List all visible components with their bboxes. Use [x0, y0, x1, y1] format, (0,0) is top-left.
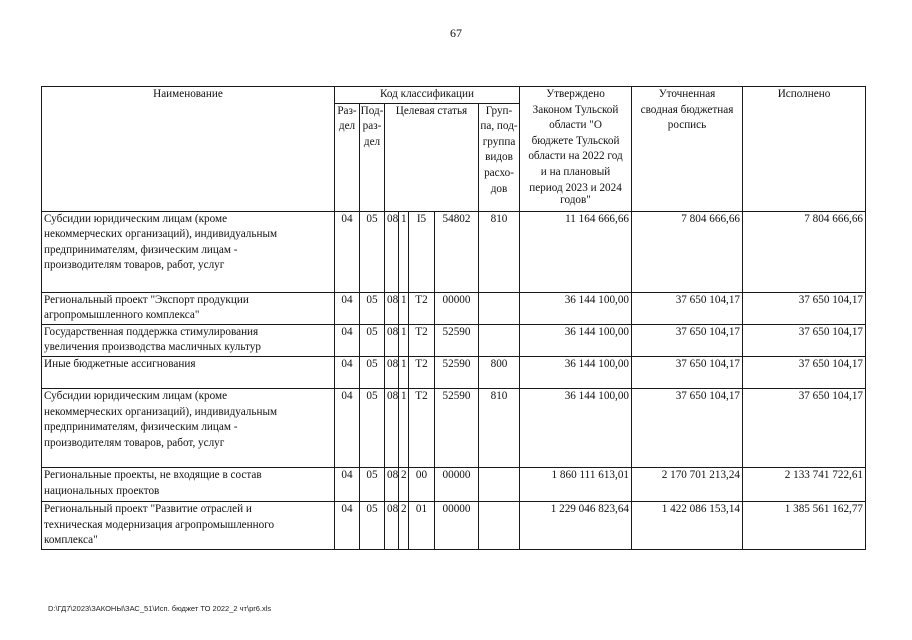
- row-target-main: T2: [409, 356, 435, 388]
- row-name: Субсидии юридическим лицам (кроме некоммерческих организаций), индивидуальным предпринимателям, физическим лицам - производителям товаров, работ, услуг: [42, 211, 335, 292]
- row-name: Региональный проект "Развитие отраслей и техническая модернизация агропромышленного комплекса": [42, 501, 335, 549]
- row-refined: 37 650 104,17: [632, 356, 743, 388]
- row-section: 04: [335, 467, 360, 501]
- row-subsection: 05: [360, 324, 385, 356]
- row-target-type: 1: [399, 388, 409, 467]
- table-row: [42, 356, 866, 388]
- row-approved: 1 229 046 823,64: [520, 501, 632, 549]
- file-path-footer: D:\ГД7\2023\ЗАКОНЫ\ЗАС_51\Исп. бюджет ТО 2022_2 чт\pr6.xls: [48, 604, 272, 613]
- row-expense-group: 800: [479, 356, 520, 388]
- table-row: [42, 388, 866, 467]
- header-expense-group: Груп- па, под- группа видов расхо- дов: [479, 103, 520, 211]
- row-target-type: 1: [399, 324, 409, 356]
- table-row: [42, 211, 866, 292]
- row-refined: 37 650 104,17: [632, 324, 743, 356]
- row-target-type: 2: [399, 467, 409, 501]
- row-executed: 37 650 104,17: [743, 356, 866, 388]
- row-executed: 7 804 666,66: [743, 211, 866, 292]
- row-target-direction: 00000: [435, 467, 479, 501]
- row-name: Субсидии юридическим лицам (кроме некоммерческих организаций), индивидуальным предпринимателям, физическим лицам - производителям товаров, работ, услуг: [42, 388, 335, 467]
- row-subsection: 05: [360, 356, 385, 388]
- table-header: [42, 87, 866, 212]
- row-approved: 11 164 666,66: [520, 211, 632, 292]
- row-section: 04: [335, 292, 360, 324]
- row-expense-group: [479, 292, 520, 324]
- row-executed: 1 385 561 162,77: [743, 501, 866, 549]
- page-number: 67: [450, 26, 462, 40]
- row-section: 04: [335, 501, 360, 549]
- row-target-main: T2: [409, 388, 435, 467]
- row-target-program: 08: [385, 211, 399, 292]
- table-row: [42, 467, 866, 501]
- row-target-direction: 52590: [435, 324, 479, 356]
- header-name: Наименование: [42, 87, 335, 212]
- row-target-main: T2: [409, 324, 435, 356]
- row-target-main: 01: [409, 501, 435, 549]
- row-target-type: 1: [399, 211, 409, 292]
- row-subsection: 05: [360, 211, 385, 292]
- row-refined: 37 650 104,17: [632, 388, 743, 467]
- row-refined: 7 804 666,66: [632, 211, 743, 292]
- row-approved: 1 860 111 613,01: [520, 467, 632, 501]
- header-target-article: Целевая статья: [385, 103, 479, 211]
- row-refined: 2 170 701 213,24: [632, 467, 743, 501]
- row-target-program: 08: [385, 467, 399, 501]
- row-name: Государственная поддержка стимулирования увеличения производства масличных культур: [42, 324, 335, 356]
- row-executed: 37 650 104,17: [743, 292, 866, 324]
- row-subsection: 05: [360, 388, 385, 467]
- row-target-program: 08: [385, 388, 399, 467]
- row-expense-group: [479, 501, 520, 549]
- row-executed: 37 650 104,17: [743, 324, 866, 356]
- header-approved: Утверждено Законом Тульской области "О бюджете Тульской области на 2022 год и на плановый период 2023 и 2024 годов": [520, 87, 632, 212]
- row-subsection: 05: [360, 467, 385, 501]
- row-refined: 1 422 086 153,14: [632, 501, 743, 549]
- budget-table: [41, 86, 866, 550]
- row-section: 04: [335, 211, 360, 292]
- row-target-direction: 00000: [435, 292, 479, 324]
- table-row: [42, 501, 866, 549]
- header-subsection: Под- раз- дел: [360, 103, 385, 211]
- row-subsection: 05: [360, 292, 385, 324]
- row-name: Иные бюджетные ассигнования: [42, 356, 335, 388]
- table-row: [42, 292, 866, 324]
- row-executed: 2 133 741 722,61: [743, 467, 866, 501]
- row-target-program: 08: [385, 356, 399, 388]
- row-target-direction: 00000: [435, 501, 479, 549]
- row-section: 04: [335, 388, 360, 467]
- row-target-type: 1: [399, 356, 409, 388]
- header-section: Раз- дел: [335, 103, 360, 211]
- row-target-main: I5: [409, 211, 435, 292]
- row-target-program: 08: [385, 292, 399, 324]
- header-executed: Исполнено: [743, 87, 866, 212]
- table-row: [42, 324, 866, 356]
- row-approved: 36 144 100,00: [520, 324, 632, 356]
- row-expense-group: [479, 467, 520, 501]
- row-expense-group: [479, 324, 520, 356]
- row-approved: 36 144 100,00: [520, 388, 632, 467]
- row-refined: 37 650 104,17: [632, 292, 743, 324]
- header-refined: Уточненная сводная бюджетная роспись: [632, 87, 743, 212]
- row-executed: 37 650 104,17: [743, 388, 866, 467]
- row-target-main: 00: [409, 467, 435, 501]
- row-target-type: 1: [399, 292, 409, 324]
- row-section: 04: [335, 356, 360, 388]
- header-code-classification: Код классификации: [335, 87, 520, 104]
- row-target-direction: 54802: [435, 211, 479, 292]
- row-expense-group: 810: [479, 211, 520, 292]
- row-section: 04: [335, 324, 360, 356]
- row-approved: 36 144 100,00: [520, 292, 632, 324]
- row-target-program: 08: [385, 324, 399, 356]
- row-target-program: 08: [385, 501, 399, 549]
- row-expense-group: 810: [479, 388, 520, 467]
- row-target-main: T2: [409, 292, 435, 324]
- row-approved: 36 144 100,00: [520, 356, 632, 388]
- row-subsection: 05: [360, 501, 385, 549]
- row-target-type: 2: [399, 501, 409, 549]
- row-name: Региональный проект "Экспорт продукции агропромышленного комплекса": [42, 292, 335, 324]
- row-target-direction: 52590: [435, 388, 479, 467]
- row-target-direction: 52590: [435, 356, 479, 388]
- row-name: Региональные проекты, не входящие в состав национальных проектов: [42, 467, 335, 501]
